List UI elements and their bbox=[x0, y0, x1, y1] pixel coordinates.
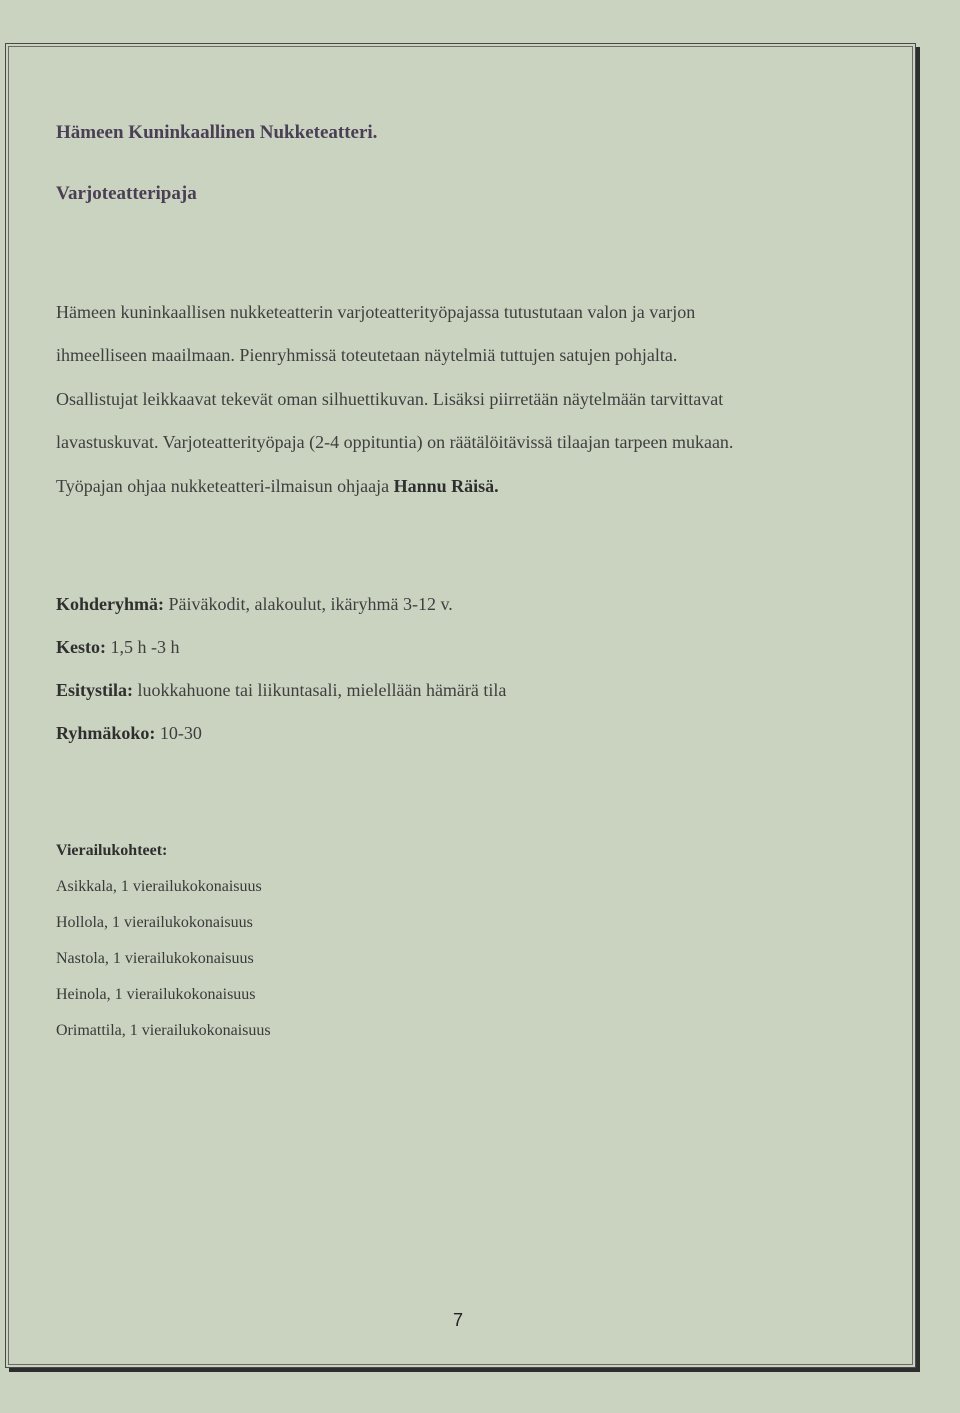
intro-line-4: lavastuskuvat. Varjoteatterityöpaja (2-4 oppituntia) on räätälöitävissä tilaajan tarpeen mukaan. bbox=[56, 432, 734, 452]
page-number: 7 bbox=[453, 1310, 464, 1330]
intro-line-5-text: Työpajan ohjaa nukketeatteri-ilmaisun ohjaaja bbox=[56, 476, 394, 496]
detail-duration bbox=[56, 637, 179, 658]
organization-title: Hämeen Kuninkaallinen Nukketeatteri. bbox=[56, 122, 378, 143]
detail-group-size bbox=[56, 723, 202, 744]
visit-item: Heinola, 1 vierailukokonaisuus bbox=[56, 986, 256, 1003]
intro-line-3: Osallistujat leikkaavat tekevät oman silhuettikuvan. Lisäksi piirretään näytelmään tarvittavat bbox=[56, 389, 724, 409]
detail-target-group bbox=[56, 594, 453, 615]
visit-item: Nastola, 1 vierailukokonaisuus bbox=[56, 950, 254, 967]
intro-line-1: Hämeen kuninkaallisen nukketeatterin varjoteatterityöpajassa tutustutaan valon ja varjon bbox=[56, 302, 696, 322]
detail-label: Kesto: bbox=[56, 637, 106, 657]
detail-value: luokkahuone tai liikuntasali, mielellään hämärä tila bbox=[133, 680, 507, 700]
instructor-name: Hannu Räisä. bbox=[393, 476, 499, 496]
detail-value: 10-30 bbox=[155, 723, 202, 743]
detail-label: Ryhmäkoko: bbox=[56, 723, 156, 743]
visit-item: Hollola, 1 vierailukokonaisuus bbox=[56, 914, 253, 931]
detail-value: Päiväkodit, alakoulut, ikäryhmä 3-12 v. bbox=[164, 594, 453, 614]
visits-title: Vierailukohteet: bbox=[56, 842, 168, 859]
detail-value: 1,5 h -3 h bbox=[105, 637, 180, 657]
visit-item: Orimattila, 1 vierailukokonaisuus bbox=[56, 1022, 271, 1039]
detail-label: Kohderyhmä: bbox=[56, 594, 164, 614]
detail-venue bbox=[56, 680, 506, 701]
page-frame bbox=[5, 43, 916, 1368]
visit-item: Asikkala, 1 vierailukokonaisuus bbox=[56, 878, 262, 895]
intro-line-5 bbox=[56, 476, 499, 497]
intro-line-2: ihmeelliseen maailmaan. Pienryhmissä toteutetaan näytelmiä tuttujen satujen pohjalta. bbox=[56, 345, 678, 365]
workshop-title: Varjoteatteripaja bbox=[56, 183, 197, 204]
detail-label: Esitystila: bbox=[56, 680, 134, 700]
